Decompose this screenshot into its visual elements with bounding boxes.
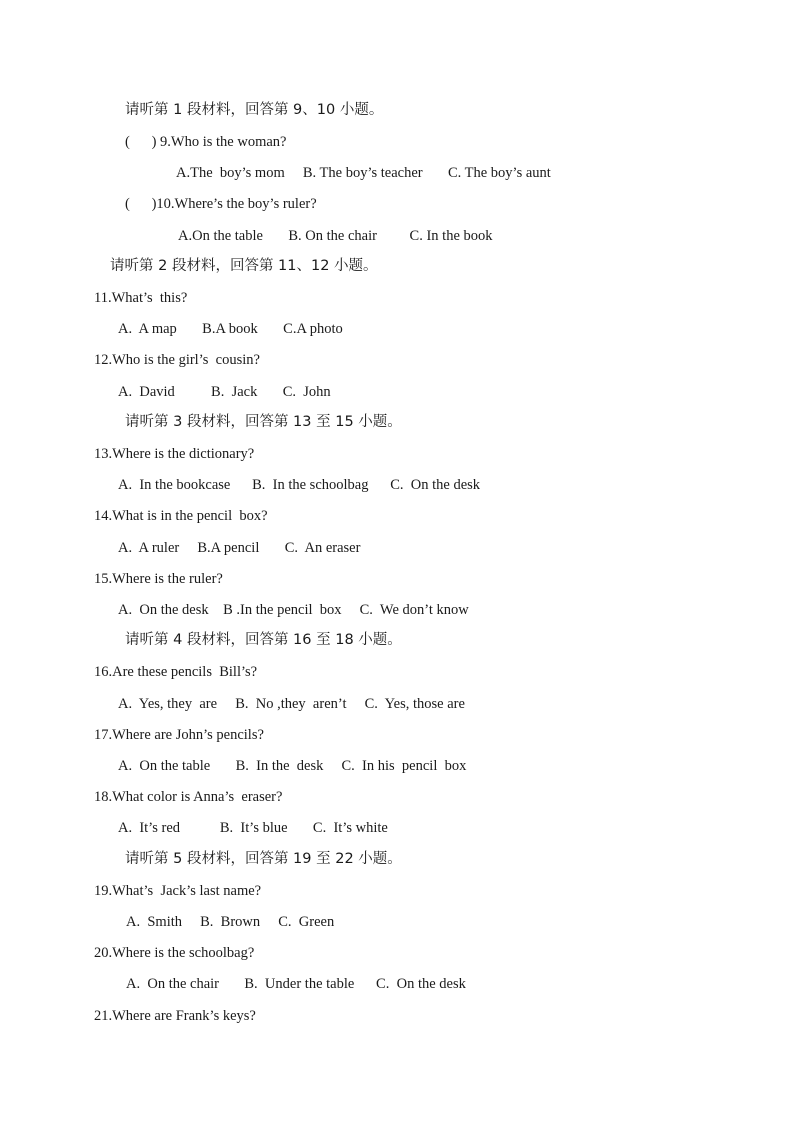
question-11-options: A. A map B.A book C.A photo [118,321,343,337]
question-21: 21.Where are Frank’s keys? [94,1008,256,1024]
question-20: 20.Where is the schoolbag? [94,945,255,961]
question-15: 15.Where is the ruler? [94,571,223,587]
question-10: ( )10.Where’s the boy’s ruler? [125,196,317,212]
question-12: 12.Who is the girl’s cousin? [94,352,260,368]
question-9: ( ) 9.Who is the woman? [125,134,287,150]
question-16: 16.Are these pencils Bill’s? [94,664,258,680]
section-5-instruction: 请听第 5 段材料，回答第 19 至 22 小题。 [125,851,402,867]
question-9-options: A.The boy’s mom B. The boy’s teacher C. The boy’s aunt [176,165,551,181]
question-13-options: A. In the bookcase B. In the schoolbag C. On the desk [118,477,481,493]
question-19: 19.What’s Jack’s last name? [94,883,262,899]
question-17: 17.Where are John’s pencils? [94,727,264,743]
question-12-options: A. David B. Jack C. John [118,384,331,400]
question-18-options: A. It’s red B. It’s blue C. It’s white [118,820,388,836]
question-11: 11.What’s this? [94,290,188,306]
question-19-options: A. Smith B. Brown C. Green [126,914,335,930]
section-1-instruction: 请听第 1 段材料，回答第 9、10 小题。 [125,102,384,118]
question-20-options: A. On the chair B. Under the table C. On the desk [126,976,466,992]
question-13: 13.Where is the dictionary? [94,446,255,462]
question-16-options: A. Yes, they are B. No ,they aren’t C. Yes, those are [118,696,465,712]
section-4-instruction: 请听第 4 段材料，回答第 16 至 18 小题。 [125,632,402,648]
section-2-instruction: 请听第 2 段材料，回答第 11、12 小题。 [110,258,378,274]
question-10-options: A.On the table B. On the chair C. In the book [178,228,493,244]
question-14: 14.What is in the pencil box? [94,508,268,524]
question-15-options: A. On the desk B .In the pencil box C. We don’t know [118,602,469,618]
question-18: 18.What color is Anna’s eraser? [94,789,283,805]
section-3-instruction: 请听第 3 段材料，回答第 13 至 15 小题。 [125,414,402,430]
question-14-options: A. A ruler B.A pencil C. An eraser [118,540,361,556]
question-17-options: A. On the table B. In the desk C. In his pencil box [118,758,467,774]
